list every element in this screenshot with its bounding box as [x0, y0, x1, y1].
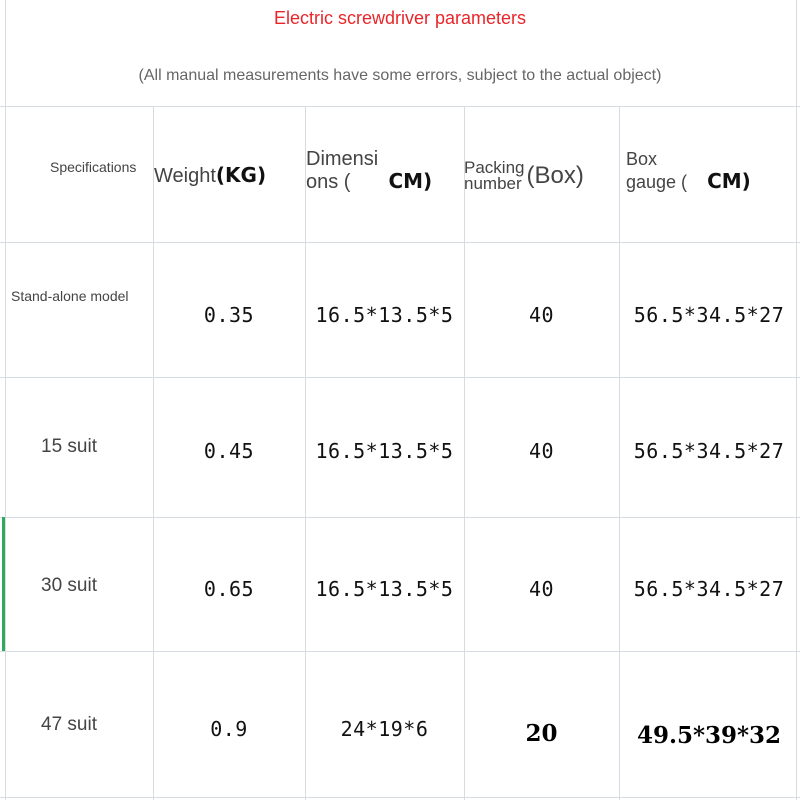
header-weight-unit: (KG): [215, 163, 267, 187]
grid-line: [0, 797, 800, 798]
row-label: 47 suit: [41, 714, 97, 735]
header-specifications: Specifications: [50, 159, 137, 175]
dimensions-value: 16.5*13.5*5: [315, 577, 454, 601]
header-packing-unit: (Box): [526, 162, 584, 189]
weight-value: 0.35: [203, 303, 255, 327]
grid-line: [5, 0, 6, 800]
page-subtitle: (All manual measurements have some errors, subject to the actual object): [138, 67, 662, 84]
dimensions-value: 24*19*6: [340, 717, 429, 741]
header-packing-line1: Packing: [464, 158, 525, 177]
header-box-unit: CM): [707, 169, 751, 193]
header-packing-line2: number: [464, 174, 522, 193]
packing-value: 40: [528, 577, 555, 601]
header-packing-label: [464, 160, 524, 192]
row-label: 30 suit: [41, 575, 97, 596]
weight-value: 0.65: [203, 577, 255, 601]
packing-value: 40: [528, 303, 555, 327]
weight-value: 0.9: [210, 717, 248, 741]
page-title: Electric screwdriver parameters: [273, 8, 527, 28]
weight-value: 0.45: [203, 439, 255, 463]
header-box-line2-wrap: [626, 170, 791, 193]
box-value: 56.5*34.5*27: [633, 577, 785, 601]
header-dimensions-line1: Dimensi: [306, 148, 379, 170]
header-box-line2: gauge (: [626, 172, 688, 192]
header-dimensions-line2-wrap: [306, 170, 456, 193]
header-weight: [154, 164, 266, 187]
row-label: Stand-alone model: [11, 288, 129, 304]
header-weight-label: Weight: [154, 165, 216, 187]
dimensions-value: 16.5*13.5*5: [315, 439, 454, 463]
packing-value: 20: [525, 720, 558, 747]
box-value: 49.5*39*32: [636, 722, 782, 749]
row-label: 15 suit: [41, 436, 97, 457]
packing-value: 40: [528, 439, 555, 463]
header-dimensions: [306, 148, 456, 193]
grid-line: [0, 106, 800, 107]
dimensions-value: 16.5*13.5*5: [315, 303, 454, 327]
box-value: 56.5*34.5*27: [633, 303, 785, 327]
grid-line: [0, 242, 800, 243]
header-dimensions-line2: ons (: [306, 171, 351, 193]
header-box: [626, 148, 791, 193]
box-value: 56.5*34.5*27: [633, 439, 785, 463]
grid-line: [0, 651, 800, 652]
grid-line: [0, 517, 800, 518]
header-dimensions-unit: CM): [388, 169, 433, 193]
header-box-line1: Box: [626, 149, 658, 169]
grid-line: [796, 0, 797, 800]
row-highlight-bar: [2, 517, 5, 651]
grid-line: [0, 377, 800, 378]
header-packing: [464, 160, 614, 192]
